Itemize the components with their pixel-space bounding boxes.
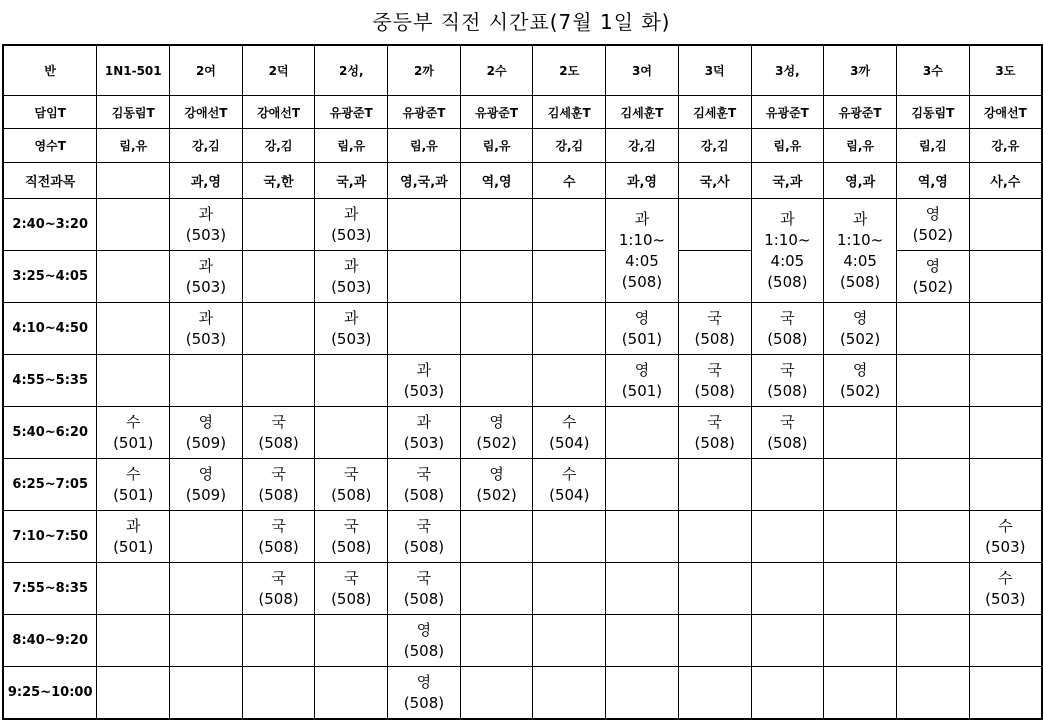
time-slot-label: 4:10~4:50 [3,303,97,355]
subject-row-cell: 역,영 [896,163,969,199]
schedule-cell [460,563,533,615]
class-header-row-cell: 3여 [606,45,679,96]
homeroom-row-cell: 유광준T [751,96,824,129]
homeroom-row-label: 담임T [3,96,97,129]
class-header-row-cell: 2까 [388,45,461,96]
schedule-cell: 수 (503) [969,563,1042,615]
class-header-row-label: 반 [3,45,97,96]
schedule-cell [824,407,897,459]
schedule-cell [315,407,388,459]
timetable [2,44,1043,720]
schedule-cell: 국 (508) [751,355,824,407]
time-slot-row [3,563,1042,615]
timetable-body [3,45,1042,719]
schedule-cell [533,615,606,667]
english-math-row-cell: 강,김 [606,129,679,163]
time-slot-row [3,407,1042,459]
homeroom-row-cell: 유광준T [388,96,461,129]
english-math-row [3,129,1042,163]
schedule-cell [242,303,315,355]
page-title: 중등부 직전 시간표(7월 1일 화) [372,10,671,34]
schedule-cell [969,199,1042,251]
schedule-cell: 국 (508) [242,407,315,459]
schedule-cell: 국 (508) [751,303,824,355]
schedule-cell [969,303,1042,355]
time-slot-label: 8:40~9:20 [3,615,97,667]
time-slot-row [3,199,1042,251]
class-header-row [3,45,1042,96]
subject-row-cell: 사,수 [969,163,1042,199]
schedule-cell [388,303,461,355]
class-header-row-cell: 2수 [460,45,533,96]
schedule-cell [896,511,969,563]
schedule-cell [751,615,824,667]
schedule-cell [460,511,533,563]
schedule-cell [751,459,824,511]
schedule-cell [533,667,606,720]
homeroom-row-cell: 김동림T [97,96,170,129]
schedule-cell [315,355,388,407]
schedule-cell: 영 (501) [606,303,679,355]
schedule-cell [824,511,897,563]
schedule-cell: 과 (503) [388,407,461,459]
schedule-cell: 수 (501) [97,459,170,511]
schedule-cell: 과 (503) [315,199,388,251]
schedule-cell [533,199,606,251]
class-header-row-cell: 2여 [170,45,243,96]
schedule-cell: 국 (508) [678,407,751,459]
subject-row [3,163,1042,199]
schedule-cell [388,251,461,303]
subject-row-cell [97,163,170,199]
schedule-cell [315,615,388,667]
schedule-cell: 영 (502) [896,251,969,303]
schedule-cell [97,615,170,667]
schedule-cell: 수 (504) [533,459,606,511]
subject-row-cell: 역,영 [460,163,533,199]
schedule-cell [460,251,533,303]
english-math-row-cell: 강,김 [678,129,751,163]
schedule-cell [242,355,315,407]
schedule-cell: 국 (508) [242,511,315,563]
subject-row-label: 직전과목 [3,163,97,199]
time-slot-row [3,511,1042,563]
schedule-cell [606,459,679,511]
schedule-cell [242,251,315,303]
schedule-cell [896,459,969,511]
schedule-cell: 영 (508) [388,667,461,720]
schedule-cell [97,251,170,303]
english-math-row-cell: 림,유 [97,129,170,163]
schedule-cell: 국 (508) [315,459,388,511]
schedule-cell: 과 (503) [170,199,243,251]
schedule-cell: 영 (502) [824,303,897,355]
class-header-row-cell: 2성, [315,45,388,96]
schedule-cell: 과 (501) [97,511,170,563]
time-slot-label: 7:10~7:50 [3,511,97,563]
schedule-cell [606,407,679,459]
schedule-cell [97,355,170,407]
subject-row-cell: 국,한 [242,163,315,199]
schedule-cell [969,355,1042,407]
schedule-cell [460,199,533,251]
schedule-cell: 수 (503) [969,511,1042,563]
english-math-row-cell: 강,김 [242,129,315,163]
subject-row-cell: 국,과 [315,163,388,199]
schedule-cell: 국 (508) [242,563,315,615]
schedule-cell [969,615,1042,667]
english-math-row-cell: 강,유 [969,129,1042,163]
schedule-cell [824,667,897,720]
homeroom-row-cell: 김세훈T [606,96,679,129]
schedule-cell [97,199,170,251]
schedule-cell [97,667,170,720]
schedule-cell [460,615,533,667]
schedule-cell [751,667,824,720]
schedule-cell [97,303,170,355]
schedule-cell [824,459,897,511]
schedule-cell [969,667,1042,720]
subject-row-cell: 영,국,과 [388,163,461,199]
schedule-cell [824,615,897,667]
schedule-cell: 영 (502) [824,355,897,407]
schedule-cell [606,511,679,563]
schedule-cell [678,563,751,615]
english-math-row-cell: 강,김 [170,129,243,163]
homeroom-row-cell: 강애선T [170,96,243,129]
schedule-cell [533,355,606,407]
subject-row-cell: 영,과 [824,163,897,199]
schedule-cell [896,667,969,720]
english-math-row-label: 영수T [3,129,97,163]
schedule-cell [896,355,969,407]
english-math-row-cell: 림,김 [896,129,969,163]
schedule-cell [606,563,679,615]
homeroom-row [3,96,1042,129]
schedule-cell [896,303,969,355]
schedule-cell: 국 (508) [242,459,315,511]
subject-row-cell: 수 [533,163,606,199]
schedule-cell: 과 (503) [388,355,461,407]
schedule-cell: 과 (503) [315,251,388,303]
schedule-cell [606,615,679,667]
schedule-cell: 국 (508) [388,511,461,563]
schedule-cell [678,615,751,667]
homeroom-row-cell: 유광준T [824,96,897,129]
schedule-cell: 국 (508) [388,563,461,615]
schedule-cell [969,251,1042,303]
schedule-cell [242,667,315,720]
class-header-row-cell: 3수 [896,45,969,96]
homeroom-row-cell: 김세훈T [678,96,751,129]
schedule-cell [242,199,315,251]
homeroom-row-cell: 김세훈T [533,96,606,129]
schedule-cell: 국 (508) [678,303,751,355]
subject-row-cell: 과,영 [170,163,243,199]
class-header-row-cell: 2덕 [242,45,315,96]
subject-row-cell: 국,과 [751,163,824,199]
time-slot-label: 9:25~10:00 [3,667,97,720]
schedule-cell: 과 (503) [170,251,243,303]
time-slot-row [3,303,1042,355]
schedule-cell [896,407,969,459]
english-math-row-cell: 림,유 [315,129,388,163]
homeroom-row-cell: 유광준T [315,96,388,129]
schedule-cell: 영 (502) [460,459,533,511]
schedule-cell [751,511,824,563]
schedule-cell [533,251,606,303]
schedule-cell [824,563,897,615]
schedule-cell [533,303,606,355]
schedule-cell [242,615,315,667]
schedule-cell [170,615,243,667]
english-math-row-cell: 림,유 [460,129,533,163]
schedule-cell: 국 (508) [751,407,824,459]
time-slot-row [3,615,1042,667]
schedule-cell: 과 1:10~ 4:05 (508) [606,199,679,303]
time-slot-label: 3:25~4:05 [3,251,97,303]
schedule-cell [896,615,969,667]
schedule-cell [969,459,1042,511]
schedule-cell [315,667,388,720]
class-header-row-cell: 3까 [824,45,897,96]
class-header-row-cell: 1N1-501 [97,45,170,96]
schedule-cell [460,667,533,720]
schedule-cell: 수 (501) [97,407,170,459]
class-header-row-cell: 3덕 [678,45,751,96]
subject-row-cell: 국,사 [678,163,751,199]
schedule-cell: 국 (508) [315,511,388,563]
schedule-cell: 국 (508) [315,563,388,615]
schedule-cell: 영 (509) [170,407,243,459]
schedule-cell [170,667,243,720]
schedule-cell: 과 (503) [315,303,388,355]
homeroom-row-cell: 강애선T [242,96,315,129]
time-slot-row [3,459,1042,511]
schedule-cell [896,563,969,615]
homeroom-row-cell: 김동림T [896,96,969,129]
class-header-row-cell: 3성, [751,45,824,96]
schedule-cell: 국 (508) [388,459,461,511]
schedule-cell: 국 (508) [678,355,751,407]
schedule-cell [533,563,606,615]
schedule-cell [678,459,751,511]
subject-row-cell: 과,영 [606,163,679,199]
class-header-row-cell: 3도 [969,45,1042,96]
schedule-cell: 과 (503) [170,303,243,355]
time-slot-row [3,355,1042,407]
schedule-cell: 수 (504) [533,407,606,459]
schedule-cell [751,563,824,615]
schedule-cell [678,511,751,563]
homeroom-row-cell: 유광준T [460,96,533,129]
schedule-cell [678,251,751,303]
time-slot-label: 2:40~3:20 [3,199,97,251]
homeroom-row-cell: 강애선T [969,96,1042,129]
english-math-row-cell: 림,유 [388,129,461,163]
time-slot-label: 5:40~6:20 [3,407,97,459]
time-slot-row [3,667,1042,720]
schedule-cell [460,303,533,355]
time-slot-label: 7:55~8:35 [3,563,97,615]
class-header-row-cell: 2도 [533,45,606,96]
schedule-cell [97,563,170,615]
schedule-cell: 과 1:10~ 4:05 (508) [751,199,824,303]
schedule-cell [969,407,1042,459]
schedule-cell: 영 (501) [606,355,679,407]
schedule-cell [678,199,751,251]
english-math-row-cell: 림,유 [824,129,897,163]
english-math-row-cell: 림,유 [751,129,824,163]
schedule-cell [606,667,679,720]
schedule-cell [678,667,751,720]
schedule-cell: 영 (502) [896,199,969,251]
schedule-cell [170,511,243,563]
schedule-cell: 영 (509) [170,459,243,511]
schedule-cell [533,511,606,563]
english-math-row-cell: 강,김 [533,129,606,163]
schedule-cell: 과 1:10~ 4:05 (508) [824,199,897,303]
schedule-cell: 영 (508) [388,615,461,667]
schedule-cell [170,355,243,407]
schedule-cell [170,563,243,615]
time-slot-label: 4:55~5:35 [3,355,97,407]
time-slot-label: 6:25~7:05 [3,459,97,511]
schedule-cell [460,355,533,407]
schedule-cell: 영 (502) [460,407,533,459]
schedule-cell [388,199,461,251]
